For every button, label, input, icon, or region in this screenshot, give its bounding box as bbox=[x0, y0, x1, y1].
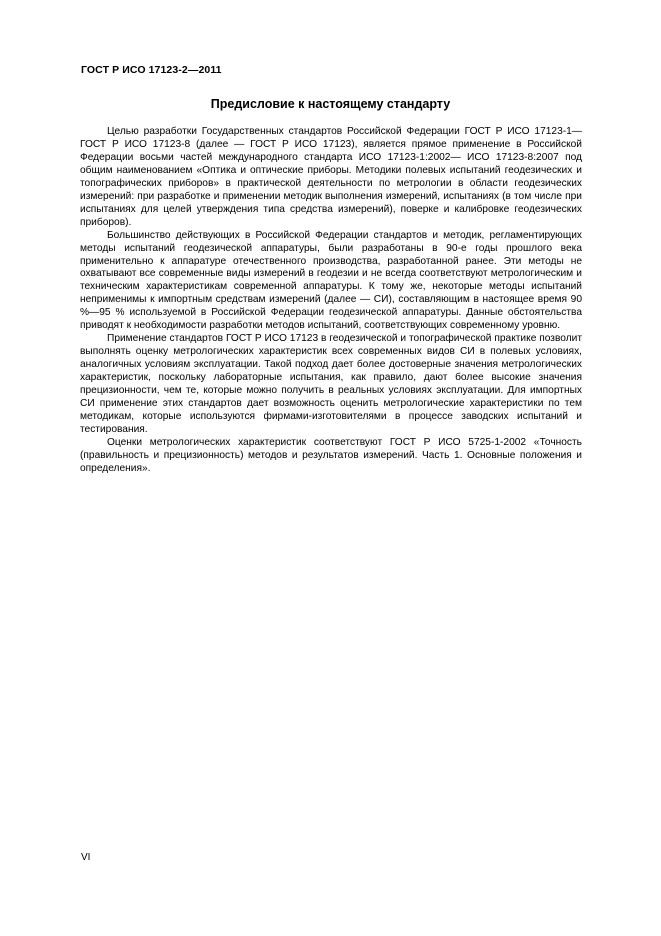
paragraph: Большинство действующих в Российской Федерации стандартов и методик, регламентирующих методы испытаний геодезической аппаратуры, были разработаны в 90-е годы прошлого века применительно к аппаратуре отечественного производства, разработанной ранее. Эти методы не охватывают все современные виды измерений в геодезии и не всегда соответствуют метрологическим и техническим характеристикам современной аппаратуры. К тому же, некоторые методы испытаний неприменимы к импортным средствам измерений (далее — СИ), составляющим в настоящее время 90 %—95 % используемой в Российской Федерации геодезической аппаратуры. Данные обстоятельства приводят к необходимости разработки методов испытаний, соответствующих современному уровню. bbox=[80, 229, 582, 332]
body-text bbox=[80, 126, 582, 476]
paragraph: Целью разработки Государственных стандартов Российской Федерации ГОСТ Р ИСО 17123-1— ГОСТ Р ИСО 17123-8 (далее — ГОСТ Р ИСО 17123), является прямое применение в Российской Федерации восьми частей международного стандарта ИСО 17123-1:2002— ИСО 17123-8:2007 под общим наименованием «Оптика и оптические приборы. Методики полевых испытаний геодезических и топографических приборов» в практической деятельности по метрологии в области геодезических измерений: при разработке и применении методик выполнения измерений, испытаниях (в том числе при испытаниях для целей утверждения типа средства измерений), поверке и калибровке геодезических приборов). bbox=[80, 126, 582, 228]
paragraph: Применение стандартов ГОСТ Р ИСО 17123 в геодезической и топографической практике позволит выполнять оценку метрологических характеристик всех современных видов СИ в полевых условиях, аналогичных условиям эксплуатации. Такой подход дает более достоверные значения метрологических характеристик, поскольку лабораторные испытания, как правило, дают более высокие значения прецизионности, чем те, которые можно получить в реальных условиях эксплуатации. Для импортных СИ применение этих стандартов дает возможность оценить метрологические характеристики по тем методикам, которые используются фирмами-изготовителями в процессе заводских испытаний и тестирования. bbox=[80, 333, 582, 435]
page-number: VI bbox=[81, 852, 91, 863]
document-header: ГОСТ Р ИСО 17123-2—2011 bbox=[81, 64, 222, 76]
page-title: Предисловие к настоящему стандарту bbox=[210, 97, 451, 111]
paragraph: Оценки метрологических характеристик соответствуют ГОСТ Р ИСО 5725-1-2002 «Точность (правильность и прецизионность) методов и результатов измерений. Часть 1. Основные положения и определения». bbox=[80, 436, 582, 474]
